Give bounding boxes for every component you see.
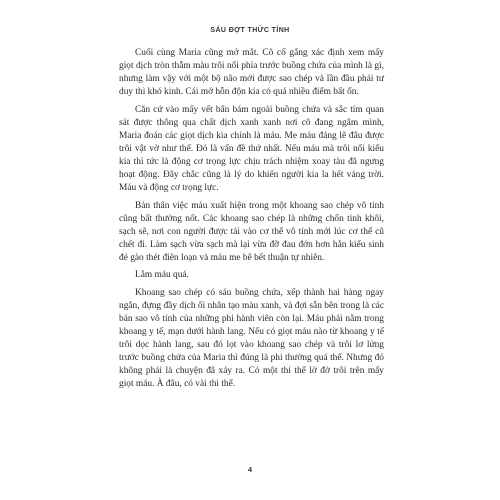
paragraph-3: Bản thân việc máu xuất hiện trong một khoang sao chép vô tính cũng bất thường nốt. Các khoang sao chép là những chốn tinh khôi, sạch sẽ, nơi con người được tái vào cơ thể vô tính mới lúc cơ thể cũ chết đi. Làm sạch vừa sạch mà lại vừa đỡ đau đớn hơn hẳn kiểu sinh đẻ gào thét điên loạn và máu me bê bết thuận tự nhiên.	[119, 200, 384, 263]
page-body	[119, 47, 384, 396]
paragraph-5: Khoang sao chép có sáu buồng chứa, xếp thành hai hàng ngay ngắn, đựng đầy dịch ối nhân tạo màu xanh, và đợi sẵn bên trong là các bản sao vô tính của những phi hành viên còn lại. Máu phải nằm trong khoang y tế, mạn dưới hành lang. Nếu có giọt máu nào từ khoang y tế trôi dọc hành lang, sau đó lọt vào khoang sao chép và trôi lơ lửng trước buồng chứa của Maria thì đúng là phi thường quá thể. Nhưng đó không phải là chuyện đã xảy ra. Có một thi thể lờ đờ trôi trên mấy giọt máu. À đâu, có vài thi thể.	[119, 287, 384, 390]
page-number: 4	[247, 465, 253, 474]
running-header-title: SÁU ĐỢT THỨC TỈNH	[210, 27, 290, 34]
paragraph-4: Lắm máu quá.	[135, 270, 189, 281]
paragraph-1: Cuối cùng Maria cũng mở mắt. Cô cố gắng xác định xem mấy giọt dịch tròn thẫm màu trôi nổi phía trước buồng chứa của mình là gì, nhưng làm vậy với một bộ não mới được sao chép và lần đầu phải tư duy thì khó kinh. Cái mớ hỗn độn kia có quá nhiều điểm bất ổn.	[119, 48, 384, 98]
paragraph-2: Căn cứ vào mấy vết bẩn bám ngoài buồng chứa và sắc tím quan sát được thông qua chất dịch xanh xanh nơi cô đang ngâm mình, Maria đoán các giọt dịch kia chính là máu. Me máu đáng lẽ đâu được trôi vật vờ như thế. Đó là vấn đề thứ nhất. Nếu máu mà trôi nổi kiểu kia thì tức là động cơ trọng lực chịu trách nhiệm xoay tàu đã ngưng hoạt động. Đây chắc cũng là lý do khiến người kia la hết váng trời. Máu và động cơ trọng lực.	[119, 104, 384, 193]
